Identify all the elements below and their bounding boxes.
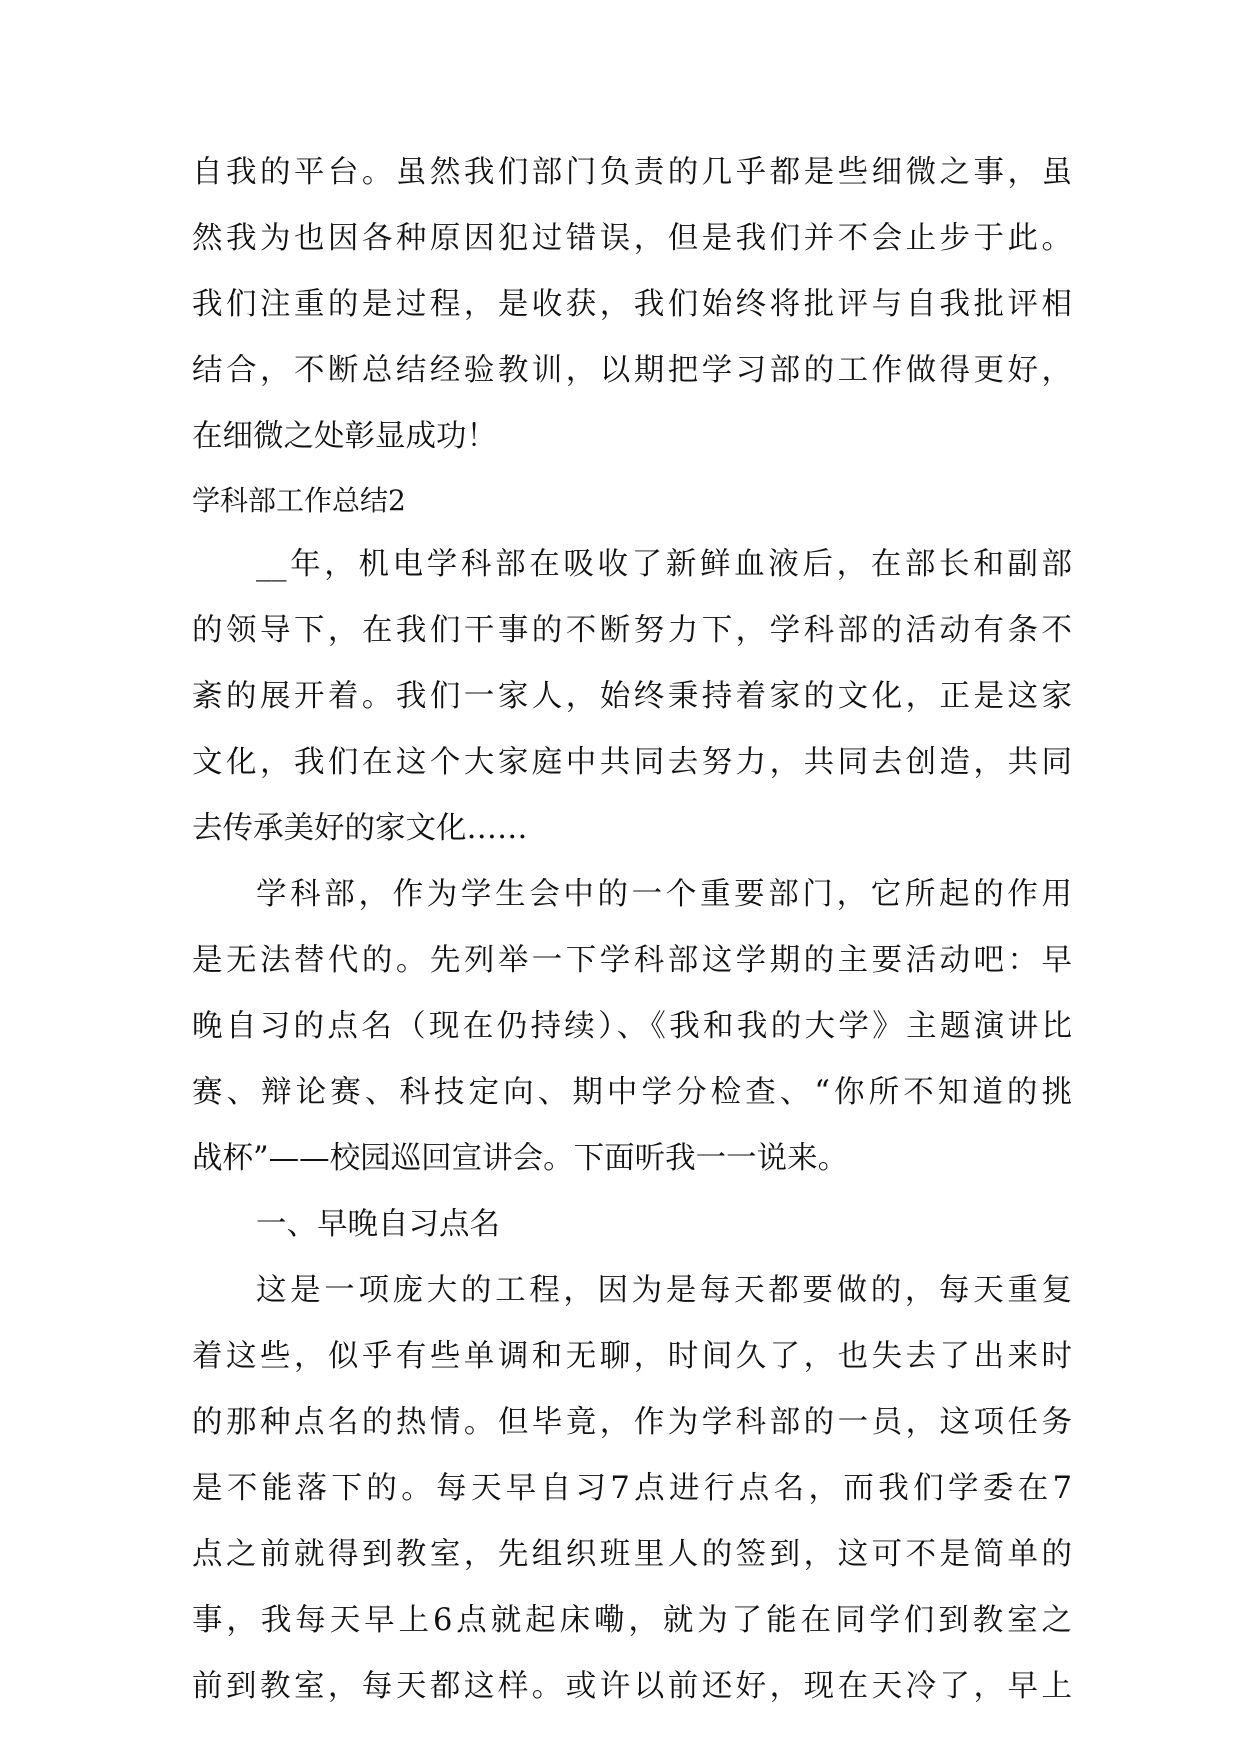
subheading: 一、早晚自习点名	[256, 1207, 500, 1242]
text-line: 晚自习的点名（现在仍持续）、《我和我的大学》主题演讲比	[192, 1009, 1072, 1044]
text-line: 前到教室，每天都这样。或许以前还好，现在天冷了，早上	[192, 1669, 1072, 1704]
text-line: 去传承美好的家文化……	[192, 811, 528, 846]
text-line: 文化，我们在这个大家庭中共同去努力，共同去创造，共同	[192, 745, 1072, 780]
text-line: 紊的展开着。我们一家人，始终秉持着家的文化，正是这家	[192, 679, 1072, 714]
paragraph-3	[192, 1258, 1072, 1720]
text-line: 的那种点名的热情。但毕竟，作为学科部的一员，这项任务	[192, 1405, 1072, 1440]
intro-paragraph	[192, 140, 1072, 470]
paragraph-2	[192, 862, 1072, 1192]
text-line: 然我为也因各种原因犯过错误，但是我们并不会止步于此。	[192, 221, 1072, 256]
text-line: 是不能落下的。每天早自习7点进行点名，而我们学委在7	[192, 1471, 1072, 1506]
text-line: 学科部，作为学生会中的一个重要部门，它所起的作用	[256, 877, 1072, 912]
text-line: 着这些，似乎有些单调和无聊，时间久了，也失去了出来时	[192, 1339, 1072, 1374]
text-line: 赛、辩论赛、科技定向、期中学分检查、“你所不知道的挑	[192, 1075, 1072, 1110]
section-title: 学科部工作总结2	[192, 484, 406, 517]
paragraph-1	[192, 532, 1072, 862]
text-line: 是无法替代的。先列举一下学科部这学期的主要活动吧：早	[192, 943, 1072, 978]
text-line: 这是一项庞大的工程，因为是每天都要做的，每天重复	[256, 1273, 1072, 1308]
text-line: 事，我每天早上6点就起床嘞，就为了能在同学们到教室之	[192, 1603, 1072, 1638]
text-line: 自我的平台。虽然我们部门负责的几乎都是些细微之事，虽	[192, 155, 1072, 190]
text-line: __年，机电学科部在吸收了新鲜血液后，在部长和副部	[256, 547, 1072, 582]
text-line: 战杯”——校园巡回宣讲会。下面听我一一说来。	[192, 1141, 849, 1176]
document-page	[192, 140, 1072, 1720]
text-line: 的领导下，在我们干事的不断努力下，学科部的活动有条不	[192, 613, 1072, 648]
text-line: 我们注重的是过程，是收获，我们始终将批评与自我批评相	[192, 287, 1072, 322]
text-line: 在细微之处彰显成功！	[192, 419, 497, 454]
text-line: 点之前就得到教室，先组织班里人的签到，这可不是简单的	[192, 1537, 1072, 1572]
text-line: 结合，不断总结经验教训，以期把学习部的工作做得更好，	[192, 353, 1072, 388]
